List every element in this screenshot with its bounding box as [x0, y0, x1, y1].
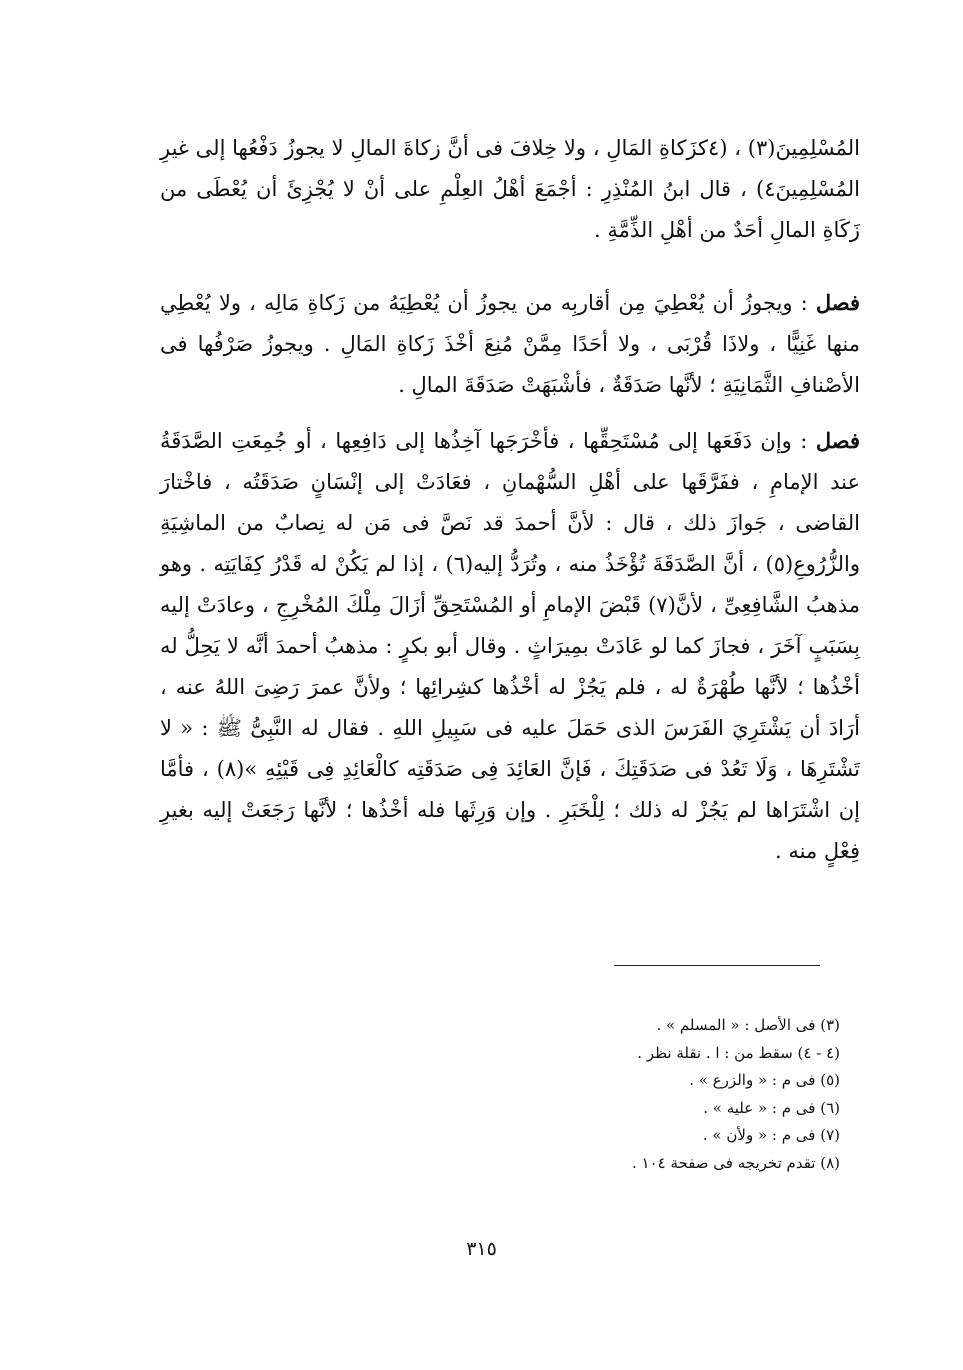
- footnote: (٨) تقدم تخريجه فى صفحة ١٠٤ .: [631, 1153, 840, 1172]
- paragraph-1-text: المُسْلِمِينَ(٣) ، (٤كزَكاةِ المَالِ ، ولا خِلافَ فى أنَّ زكاةَ المالِ لا يجوزُ دَفْعُها إلى غيرِ المُسْلِمِينَ٤) ، قال ابنُ المُنْذِرِ : أجْمَعَ أهْلُ العِلْمِ على أنْ لا يُجْزِئَ أن يُعْطَى من زَكَاةِ المالِ أحَدٌ من أهْلِ الذِّمَّةِ .: [160, 136, 860, 242]
- footnote: (٧) فى م : « ولأن » .: [702, 1126, 840, 1144]
- footnotes: [420, 1012, 840, 1177]
- footnote: (٥) فى م : « والزرع » .: [689, 1071, 840, 1089]
- paragraph-2-text: : ويجوزُ أن يُعْطِيَ مِن أقاربِه من يجوزُ أن يُعْطِيَهُ من زَكاةِ مَالِه ، ولا يُعْطِي منها غَنِيًّا ، ولاذَا قُرْبَى ، ولا أحَدًا مِمَّنْ مُنِعَ أخْذَ زَكاةِ المَالِ . ويجوزُ صَرْفُها فى الأصْنافِ الثَّمَانِيَةِ ؛ لأنَّها صَدَقَةٌ ، فأشْبَهَتْ صَدَقَةَ المالِ .: [160, 291, 860, 397]
- paragraph-3-text: : وإن دَفَعَها إلى مُسْتَحِقِّها ، فأخْرَجَها آخِذُها إلى دَافِعِها ، أو جُمِعَتِ الصَّدَقَةُ عند الإمامِ ، ففَرَّقَها على أهْلِ السُّهْمانِ ، فعَادَتْ إلى إنْسَانٍ صَدَقَتُه ، فاخْتارَ القاضى ، جَوازَ ذلك ، قال : لأنَّ أحمدَ قد نَصَّ فى مَن له نِصابٌ من الماشِيَةِ والزُّرُوعِ(٥) ، أنَّ الصَّدَقَةَ تُؤْخَذُ منه ، وتُرَدُّ إليه(٦) ، إذا لم يَكُنْ له قَدْرُ كِفَايَتِه . وهو مذهبُ الشَّافِعِىِّ ، لأنَّ(٧) قَبْضَ الإمامِ أو المُسْتَحِقِّ أزَالَ مِلْكَ المُخْرِجِ ، وعادَتْ إليه بِسَبَبٍ آخَرَ ، فجازَ كما لو عَادَتْ بمِيرَاثٍ . وقال أبو بكرٍ : مذهبُ أحمدَ أنَّه لا يَحِلُّ له أخْذُها ؛ لأنَّها طُهْرَةٌ له ، فلم يَجُزْ له أخْذُها كشِرائِها ؛ ولأنَّ عمرَ رَضِىَ اللهُ عنه ، أرَادَ أن يَشْتَرِيَ الفَرَسَ الذى حَمَلَ عليه فى سَبِيلِ اللهِ . فقال له النَّبِىُّ ﷺ : « لا تَشْتَرِهَا ، وَلَا تَعُدْ فى صَدَقَتِكَ ، فَإنَّ العَائِدَ فِى صَدَقَتِه كالْعَائِدِ فِى قَيْئِهِ »(٨) ، فأمَّا إن اشْتَرَاها لم يَجُزْ له ذلك ؛ لِلْخَبَرِ . وإن وَرِثَها فله أخْذُها ؛ لأنَّها رَجَعَتْ إليه بغيرِ فِعْلٍ منه .: [160, 429, 860, 863]
- footnote-separator: [614, 965, 820, 966]
- footnote: (٤ - ٤) سقط من : ا . نقلة نظر .: [637, 1043, 840, 1062]
- paragraph-1: [160, 128, 860, 251]
- page-number: ٣١٥: [466, 1238, 497, 1260]
- section-label: فصل: [815, 290, 860, 315]
- footnote: (٣) فى الأصل : « المسلم » .: [656, 1016, 840, 1034]
- paragraph-3: [160, 420, 860, 872]
- section-label: فصل: [815, 428, 860, 453]
- paragraph-2: [160, 282, 860, 406]
- footnote: (٦) فى م : « عليه » .: [703, 1098, 840, 1117]
